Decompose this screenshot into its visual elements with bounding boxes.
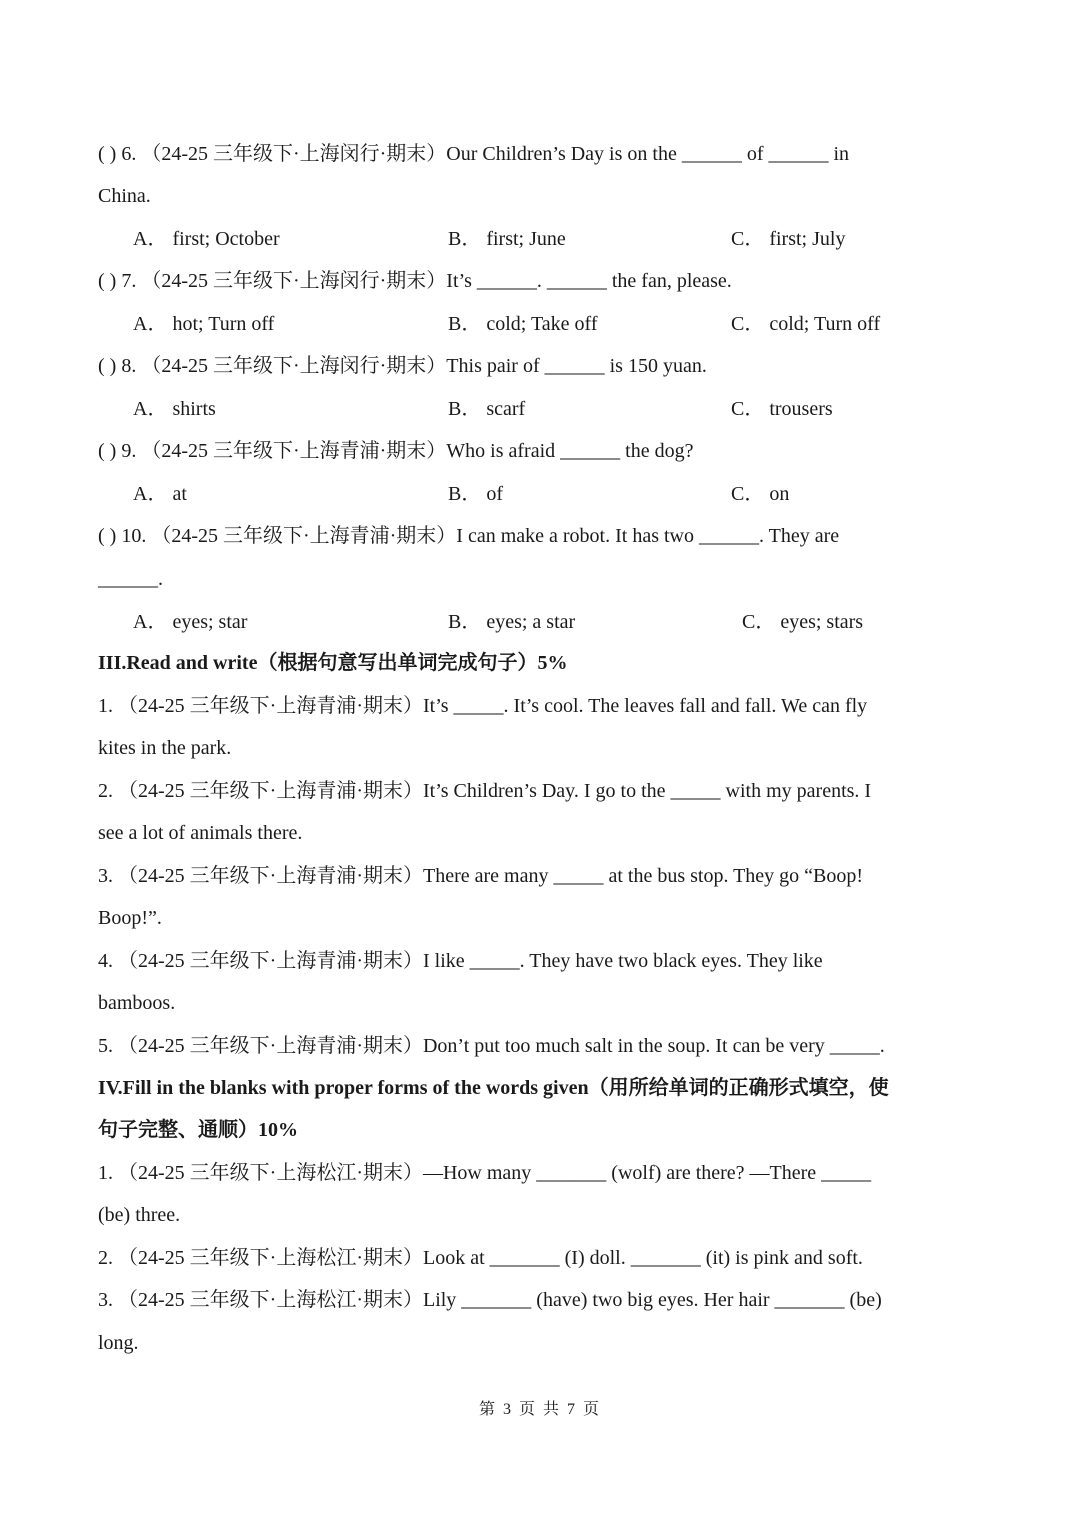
- q7-option-a: A． hot; Turn off: [133, 313, 275, 335]
- q6-option-a: A． first; October: [133, 228, 280, 250]
- q6-option-c: C． first; July: [731, 228, 846, 250]
- q10-option-b: B． eyes; a star: [448, 611, 576, 633]
- question-6-line-2: China.: [98, 185, 151, 207]
- section-iv-heading-line-1: IV.Fill in the blanks with proper forms of the words given（用所给单词的正确形式填空，使: [98, 1077, 889, 1099]
- s3-item-2-line-1: 2. （24-25 三年级下·上海青浦·期末）It’s Children’s Day. I go to the _____ with my parents. I: [98, 780, 872, 802]
- q8-option-a: A． shirts: [133, 398, 216, 420]
- section-iv-heading-line-2: 句子完整、通顺）10%: [98, 1119, 298, 1141]
- s4-item-1-line-1: 1. （24-25 三年级下·上海松江·期末）—How many _______ (wolf) are there? —There _____: [98, 1162, 872, 1184]
- question-9-line-1: ( ) 9. （24-25 三年级下·上海青浦·期末）Who is afraid ______ the dog?: [98, 440, 694, 462]
- q7-option-b: B． cold; Take off: [448, 313, 598, 335]
- question-7-line-1: ( ) 7. （24-25 三年级下·上海闵行·期末）It’s ______. ______ the fan, please.: [98, 270, 732, 292]
- s4-item-1-line-2: (be) three.: [98, 1204, 181, 1226]
- s3-item-3-line-1: 3. （24-25 三年级下·上海青浦·期末）There are many _____ at the bus stop. They go “Boop!: [98, 865, 864, 887]
- q7-option-c: C． cold; Turn off: [731, 313, 881, 335]
- q10-option-a: A． eyes; star: [133, 611, 248, 633]
- s3-item-2-line-2: see a lot of animals there.: [98, 822, 303, 844]
- q8-option-c: C． trousers: [731, 398, 833, 420]
- q9-option-b: B． of: [448, 483, 503, 505]
- q9-option-a: A． at: [133, 483, 187, 505]
- s3-item-4-line-1: 4. （24-25 三年级下·上海青浦·期末）I like _____. They have two black eyes. They like: [98, 950, 823, 972]
- q9-option-c: C． on: [731, 483, 790, 505]
- s3-item-1-line-1: 1. （24-25 三年级下·上海青浦·期末）It’s _____. It’s cool. The leaves fall and fall. We can fly: [98, 695, 868, 717]
- s4-item-3-line-2: long.: [98, 1332, 139, 1354]
- page-number-footer: 第 3 页 共 7 页: [478, 1401, 601, 1418]
- question-8-line-1: ( ) 8. （24-25 三年级下·上海闵行·期末）This pair of ______ is 150 yuan.: [98, 355, 707, 377]
- s4-item-3-line-1: 3. （24-25 三年级下·上海松江·期末）Lily _______ (have) two big eyes. Her hair _______ (be): [98, 1289, 882, 1311]
- q10-option-c: C． eyes; stars: [742, 611, 864, 633]
- s3-item-4-line-2: bamboos.: [98, 992, 176, 1014]
- q6-option-b: B． first; June: [448, 228, 566, 250]
- s3-item-3-line-2: Boop!”.: [98, 907, 162, 929]
- section-iii-heading: III.Read and write（根据句意写出单词完成句子）5%: [98, 652, 568, 674]
- q8-option-b: B． scarf: [448, 398, 526, 420]
- s4-item-2-line-1: 2. （24-25 三年级下·上海松江·期末）Look at _______ (I) doll. _______ (it) is pink and soft.: [98, 1247, 863, 1269]
- s3-item-5-line-1: 5. （24-25 三年级下·上海青浦·期末）Don’t put too much salt in the soup. It can be very _____.: [98, 1035, 885, 1057]
- question-6-line-1: ( ) 6. （24-25 三年级下·上海闵行·期末）Our Children’s Day is on the ______ of ______ in: [98, 143, 850, 165]
- s3-item-1-line-2: kites in the park.: [98, 737, 232, 759]
- question-10-line-2: ______.: [98, 568, 163, 590]
- question-10-line-1: ( ) 10. （24-25 三年级下·上海青浦·期末）I can make a robot. It has two ______. They are: [98, 525, 840, 547]
